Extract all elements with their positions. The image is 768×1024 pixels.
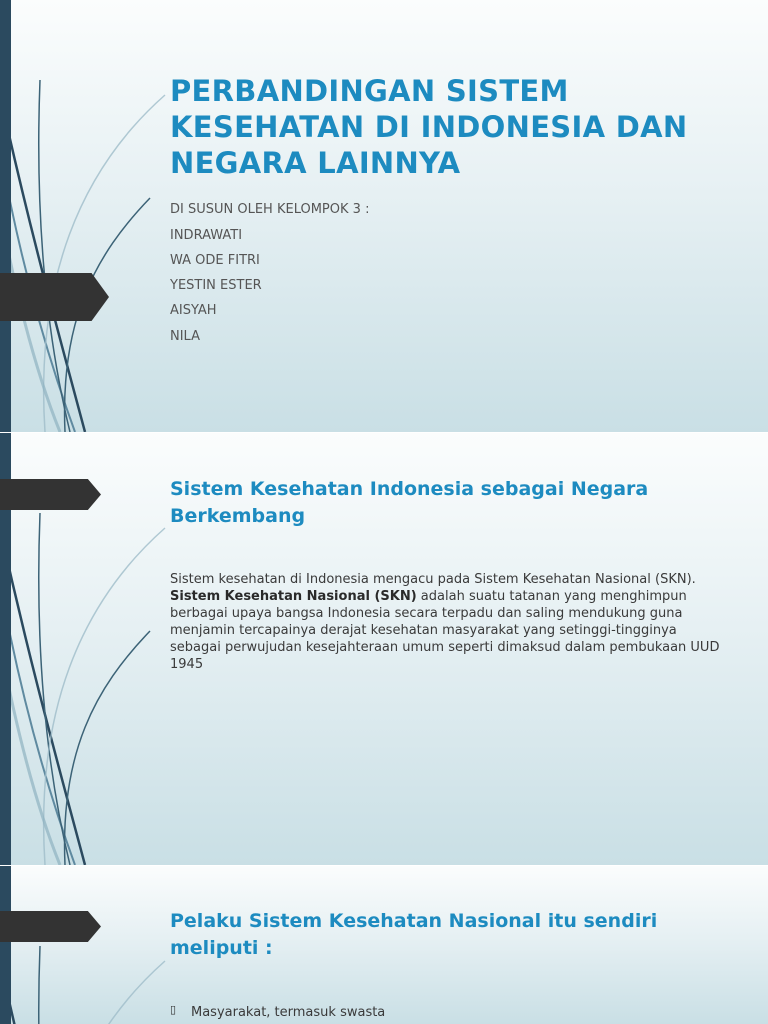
paragraph-text: adalah suatu tatanan yang menghimpun berbagai upaya bangsa Indonesia secara terpadu dan saling mendukung guna menjamin tercapainya derajat kesehatan masyarakat yang setinggi-tingginya sebagai perwujudan kesejahteraan umum seperti dimaksud dalam pembukaan UUD 1945	[170, 589, 720, 672]
author-line: WA ODE FITRI	[170, 253, 260, 268]
title-rest: itu sendiri meliputi :	[170, 910, 658, 959]
slide-title: PERBANDINGAN SISTEM KESEHATAN DI INDONESIA DAN NEGARA LAINNYA	[170, 74, 688, 180]
subtitle-line: DI SUSUN OLEH KELOMPOK 3 :	[170, 202, 370, 217]
author-line: NILA	[170, 329, 200, 344]
author-line: INDRAWATI	[170, 228, 243, 243]
author-line: AISYAH	[170, 303, 217, 318]
section-tab-marker	[0, 273, 109, 321]
slide-2	[0, 433, 768, 865]
slide-title: Sistem Kesehatan Indonesia sebagai Negara Berkembang	[170, 478, 649, 527]
list-item-text: Masyarakat, termasuk swasta	[191, 1005, 386, 1020]
bullet-square-icon: ▯	[170, 1003, 177, 1016]
paragraph-bold-term: Sistem Kesehatan Nasional (SKN)	[170, 589, 417, 604]
slide-3	[0, 866, 768, 1024]
author-line: YESTIN ESTER	[170, 278, 262, 293]
paragraph-text: Sistem kesehatan di Indonesia mengacu pada Sistem Kesehatan Nasional (SKN).	[170, 572, 696, 587]
sidebar-accent-bar	[0, 0, 11, 432]
slide-title	[170, 908, 730, 962]
slide-1	[0, 0, 768, 432]
section-tab-marker	[0, 479, 101, 510]
title-bold-part: Pelaku Sistem Kesehatan Nasional	[170, 910, 542, 932]
section-tab-marker	[0, 911, 101, 942]
body-paragraph	[170, 571, 720, 673]
sidebar-accent-bar	[0, 866, 11, 1024]
